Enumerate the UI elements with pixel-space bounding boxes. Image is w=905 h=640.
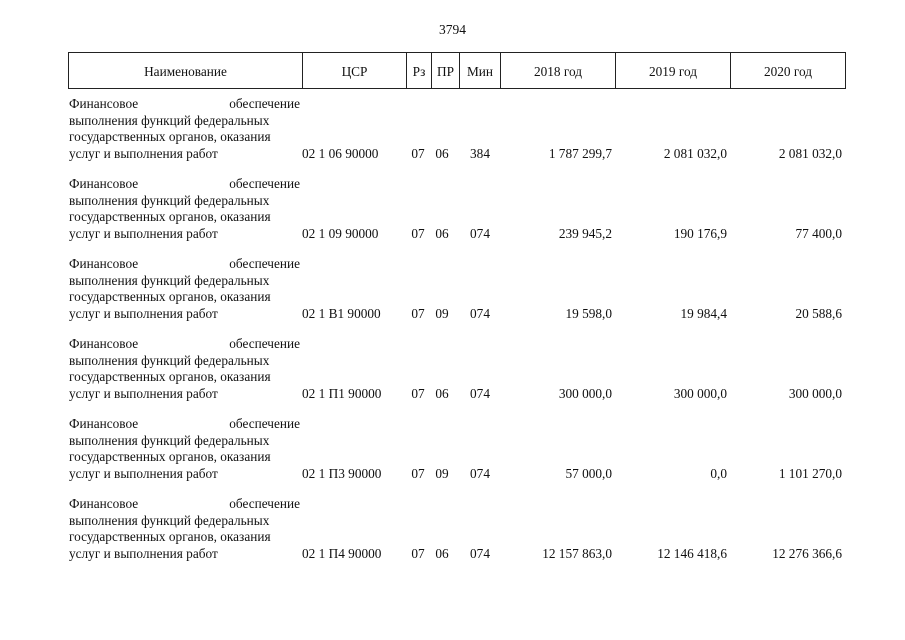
row-value-2018: 12 157 863,0 [542,546,612,561]
row-pr: 06 [435,546,449,561]
row-name-line: государственных органов, оказания [69,209,271,225]
table-row [0,256,905,336]
row-rz: 07 [411,226,425,241]
page-number: 3794 [439,22,466,37]
row-value-2019: 12 146 418,6 [657,546,727,561]
row-value-2018: 57 000,0 [565,466,612,481]
row-value-2018: 1 787 299,7 [548,146,612,161]
row-csr: 02 1 06 90000 [302,146,379,161]
row-min: 074 [470,546,490,561]
row-name-line: Финансовое обеспечение [69,496,300,511]
table-row [0,176,905,256]
row-csr: 02 1 П3 90000 [302,466,382,481]
row-name-line: услуг и выполнения работ [69,145,218,161]
row-value-2020: 77 400,0 [795,226,842,241]
row-csr: 02 1 П4 90000 [302,546,382,561]
row-csr: 02 1 09 90000 [302,226,379,241]
row-min: 074 [470,386,490,401]
row-name [69,496,300,562]
row-name-line: выполнения функций федеральных [69,112,270,128]
row-name-line: выполнения функций федеральных [69,432,270,448]
header-csr: ЦСР [303,53,407,88]
row-value-2019: 19 984,4 [680,306,727,321]
row-name-line: Финансовое обеспечение [69,96,300,111]
row-value-2020: 1 101 270,0 [778,466,842,481]
row-name-line: услуг и выполнения работ [69,385,218,401]
row-name [69,416,300,482]
row-name [69,176,300,242]
row-pr: 09 [435,466,449,481]
header-name: Наименование [69,53,303,88]
table-row [0,416,905,496]
row-min: 074 [470,466,490,481]
row-rz: 07 [411,306,425,321]
row-name-line: выполнения функций федеральных [69,192,270,208]
row-value-2019: 2 081 032,0 [663,146,727,161]
header-min: Мин [460,53,501,88]
row-pr: 06 [435,146,449,161]
row-pr: 09 [435,306,449,321]
table-row [0,336,905,416]
table-header [68,52,846,89]
header-2018: 2018 год [501,53,616,88]
table-row [0,96,905,176]
row-value-2018: 239 945,2 [558,226,612,241]
row-name-line: выполнения функций федеральных [69,272,270,288]
row-rz: 07 [411,146,425,161]
row-csr: 02 1 П1 90000 [302,386,382,401]
row-name-line: государственных органов, оказания [69,289,271,305]
row-name [69,256,300,322]
row-name-line: государственных органов, оказания [69,129,271,145]
row-min: 074 [470,226,490,241]
row-name-line: услуг и выполнения работ [69,225,218,241]
row-name-line: Финансовое обеспечение [69,256,300,271]
row-pr: 06 [435,226,449,241]
row-rz: 07 [411,546,425,561]
row-name [69,336,300,402]
row-value-2019: 190 176,9 [673,226,727,241]
row-rz: 07 [411,386,425,401]
row-name-line: Финансовое обеспечение [69,416,300,431]
row-csr: 02 1 В1 90000 [302,306,381,321]
row-name-line: государственных органов, оказания [69,529,271,545]
header-pr: ПР [432,53,460,88]
row-value-2019: 300 000,0 [673,386,727,401]
row-value-2019: 0,0 [710,466,727,481]
row-name-line: услуг и выполнения работ [69,465,218,481]
row-min: 384 [470,146,490,161]
row-value-2020: 12 276 366,6 [772,546,842,561]
row-name-line: Финансовое обеспечение [69,336,300,351]
row-name-line: выполнения функций федеральных [69,512,270,528]
header-2020: 2020 год [763,64,813,79]
row-value-2020: 2 081 032,0 [778,146,842,161]
row-name-line: государственных органов, оказания [69,449,271,465]
row-name-line: Финансовое обеспечение [69,176,300,191]
row-value-2020: 20 588,6 [795,306,842,321]
row-rz: 07 [411,466,425,481]
row-name-line: выполнения функций федеральных [69,352,270,368]
row-value-2020: 300 000,0 [788,386,842,401]
row-name-line: услуг и выполнения работ [69,545,218,561]
header-rz: Рз [407,53,432,88]
row-name-line: государственных органов, оказания [69,369,271,385]
header-2019: 2019 год [616,53,731,88]
row-value-2018: 300 000,0 [558,386,612,401]
row-name-line: услуг и выполнения работ [69,305,218,321]
row-name [69,96,300,162]
row-value-2018: 19 598,0 [565,306,612,321]
table-row [0,496,905,576]
row-pr: 06 [435,386,449,401]
row-min: 074 [470,306,490,321]
